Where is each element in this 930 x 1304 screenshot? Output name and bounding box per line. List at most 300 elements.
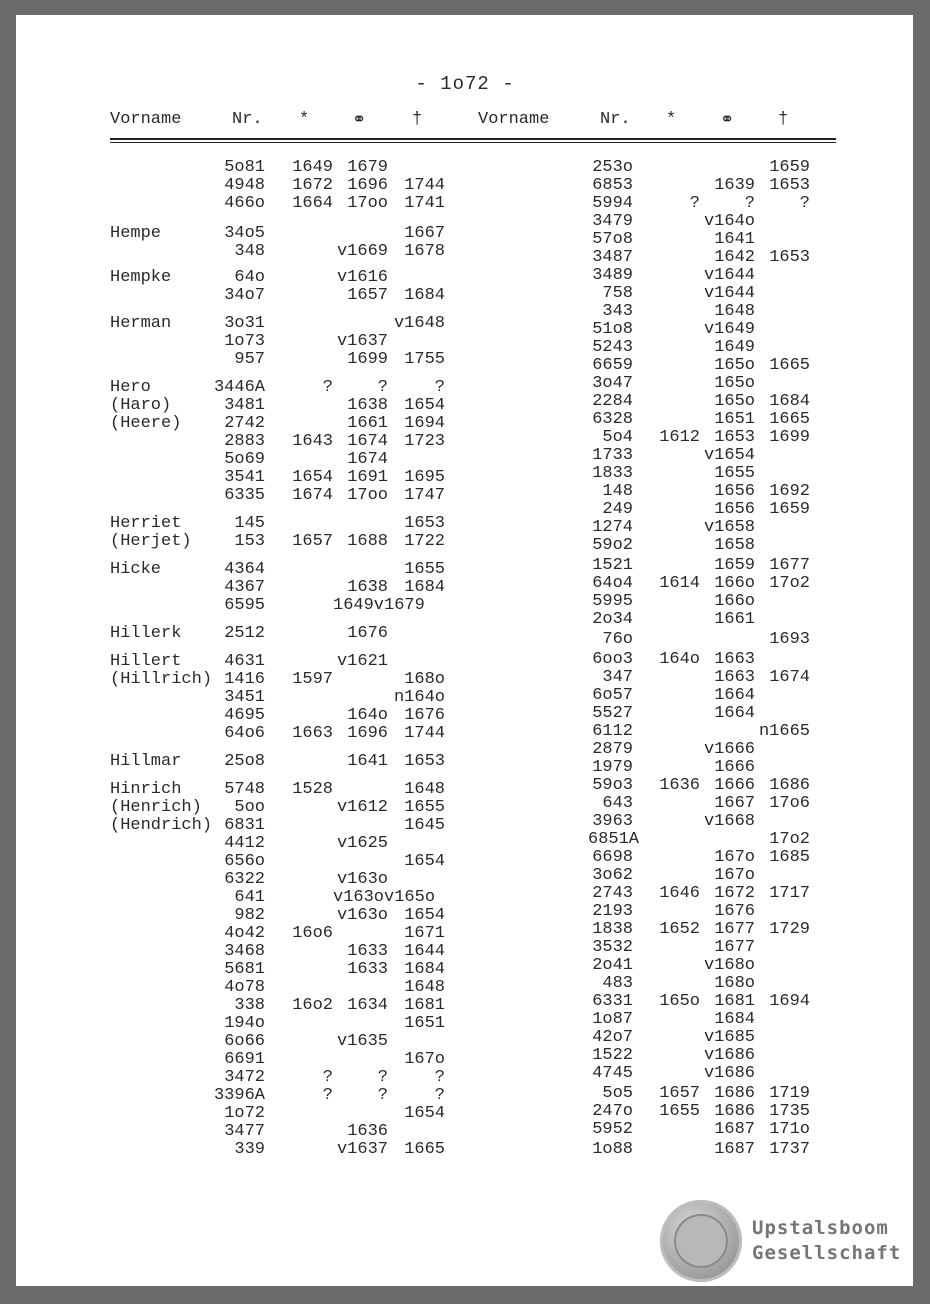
nr-cell: 25o8 — [224, 752, 265, 771]
right-table-row — [0, 920, 930, 939]
died-cell: 1729 — [769, 920, 810, 939]
right-table-row — [0, 812, 930, 831]
nr-cell: 64o4 — [592, 574, 633, 593]
married-cell: 1641 — [714, 230, 755, 249]
died-cell: 1671 — [404, 924, 445, 943]
married-cell: 1641 — [347, 752, 388, 771]
married-cell: v1668 — [703, 812, 755, 831]
right-table-row — [0, 428, 930, 447]
married-cell: v1637 — [336, 1140, 388, 1159]
married-cell: 1658 — [714, 536, 755, 555]
right-table-row — [0, 794, 930, 813]
married-cell: 1638 — [347, 396, 388, 415]
header-born-right: * — [666, 110, 677, 129]
nr-cell: 4412 — [224, 834, 265, 853]
married-cell: 1661 — [714, 610, 755, 629]
died-cell: 1665 — [769, 356, 810, 375]
married-cell: v1621 — [336, 652, 388, 671]
nr-cell: 758 — [602, 284, 633, 303]
born-cell: 16o6 — [292, 924, 333, 943]
born-cell: ? — [322, 1086, 333, 1105]
right-table-row — [0, 992, 930, 1011]
right-table-row — [0, 974, 930, 993]
nr-cell: 5o4 — [602, 428, 633, 447]
died-cell: 1655 — [404, 560, 445, 579]
nr-cell: 348 — [234, 242, 265, 261]
died-cell: 1655 — [404, 798, 445, 817]
right-table-row — [0, 610, 930, 629]
born-cell: 1674 — [292, 486, 333, 505]
right-table-row — [0, 758, 930, 777]
born-cell: 1597 — [292, 670, 333, 689]
married-cell: v1686 — [703, 1064, 755, 1083]
right-table-row — [0, 1064, 930, 1083]
right-table-row — [0, 740, 930, 759]
nr-cell: 6659 — [592, 356, 633, 375]
died-cell: ? — [434, 378, 445, 397]
died-cell: 17o2 — [769, 830, 810, 849]
married-cell: 166o — [714, 574, 755, 593]
born-cell: 164o — [659, 650, 700, 669]
married-cell: 1699 — [347, 350, 388, 369]
header-vorname-left: Vorname — [110, 110, 182, 129]
vorname-cell: Herriet — [110, 514, 182, 533]
nr-cell: 1416 — [224, 670, 265, 689]
married-cell: 1687 — [714, 1140, 755, 1159]
married-cell: 1664 — [714, 704, 755, 723]
nr-cell: 64o — [234, 268, 265, 287]
nr-cell: 64o6 — [224, 724, 265, 743]
nr-cell: 641 — [234, 888, 265, 907]
vorname-cell: Hinrich — [110, 780, 182, 799]
vorname-cell: (Hillrich) — [110, 670, 213, 689]
nr-cell: 6o66 — [224, 1032, 265, 1051]
died-cell: 1645 — [404, 816, 445, 835]
married-cell: 1676 — [347, 624, 388, 643]
nr-cell: 1274 — [592, 518, 633, 537]
nr-cell: 3451 — [224, 688, 265, 707]
right-table-row — [0, 848, 930, 867]
nr-cell: 3532 — [592, 938, 633, 957]
died-cell: 167o — [404, 1050, 445, 1069]
header-married-left: ⚭ — [352, 112, 367, 131]
nr-cell: 483 — [602, 974, 633, 993]
vorname-cell: Hillerk — [110, 624, 182, 643]
married-cell: 1666 — [714, 776, 755, 795]
born-cell: 1664 — [292, 194, 333, 213]
right-table-row — [0, 592, 930, 611]
married-cell: 1655 — [714, 464, 755, 483]
header-vorname-right: Vorname — [478, 110, 550, 129]
nr-cell: 643 — [602, 794, 633, 813]
nr-cell: 4o78 — [224, 978, 265, 997]
married-cell: 1656 — [714, 482, 755, 501]
married-cell: 168o — [714, 974, 755, 993]
vorname-cell: Herman — [110, 314, 172, 333]
nr-cell: 6335 — [224, 486, 265, 505]
died-cell: 1695 — [404, 468, 445, 487]
nr-cell: 3472 — [224, 1068, 265, 1087]
header-rule-top — [110, 138, 836, 140]
married-cell: v1658 — [703, 518, 755, 537]
born-cell: 16o2 — [292, 996, 333, 1015]
right-table-row — [0, 482, 930, 501]
died-cell: 1722 — [404, 532, 445, 551]
died-cell: 1693 — [769, 630, 810, 649]
born-cell: 1657 — [659, 1084, 700, 1103]
born-cell: 1614 — [659, 574, 700, 593]
nr-cell: 249 — [602, 500, 633, 519]
died-cell: 1735 — [769, 1102, 810, 1121]
right-table-row — [0, 356, 930, 375]
nr-cell: 3396A — [213, 1086, 265, 1105]
nr-cell: 2193 — [592, 902, 633, 921]
married-cell: 164o — [347, 706, 388, 725]
right-table-row — [0, 302, 930, 321]
nr-cell: 656o — [224, 852, 265, 871]
right-table-row — [0, 320, 930, 339]
nr-cell: 59o2 — [592, 536, 633, 555]
married-cell: 1653 — [714, 428, 755, 447]
married-cell: v1612 — [336, 798, 388, 817]
married-cell: 1648 — [714, 302, 755, 321]
right-table-row — [0, 1010, 930, 1029]
died-cell: 1737 — [769, 1140, 810, 1159]
nr-cell: 1733 — [592, 446, 633, 465]
header-died-right: † — [778, 110, 789, 129]
vorname-cell: (Henrich) — [110, 798, 202, 817]
right-table-row — [0, 212, 930, 231]
page-number: - 1o72 - — [415, 73, 515, 95]
died-cell: 1755 — [404, 350, 445, 369]
header-married-right: ⚭ — [720, 112, 735, 131]
right-table-row — [0, 392, 930, 411]
nr-cell: 6595 — [224, 596, 265, 615]
nr-cell: 5527 — [592, 704, 633, 723]
nr-cell: 42o7 — [592, 1028, 633, 1047]
married-cell: v1635 — [336, 1032, 388, 1051]
married-cell: 1696 — [347, 176, 388, 195]
right-table-row — [0, 158, 930, 177]
born-cell: 1528 — [292, 780, 333, 799]
right-table-row — [0, 650, 930, 669]
died-cell: 1654 — [404, 852, 445, 871]
nr-cell: 2o34 — [592, 610, 633, 629]
died-cell: 1678 — [404, 242, 445, 261]
born-cell: 1657 — [292, 532, 333, 551]
right-table-row — [0, 704, 930, 723]
nr-cell: 5o69 — [224, 450, 265, 469]
married-cell: 1679 — [347, 158, 388, 177]
married-cell: 1687 — [714, 1120, 755, 1139]
right-table-row — [0, 884, 930, 903]
right-table-row — [0, 866, 930, 885]
married-cell: 166o — [714, 592, 755, 611]
right-table-row — [0, 194, 930, 213]
right-table-row — [0, 500, 930, 519]
right-table-row — [0, 1120, 930, 1139]
nr-cell: 347 — [602, 668, 633, 687]
married-cell: 1656 — [714, 500, 755, 519]
nr-cell: 4631 — [224, 652, 265, 671]
nr-cell: 3541 — [224, 468, 265, 487]
nr-cell: 6698 — [592, 848, 633, 867]
married-cell: 1659 — [714, 556, 755, 575]
born-cell: ? — [322, 1068, 333, 1087]
born-cell: 165o — [659, 992, 700, 1011]
nr-cell: 6851A — [588, 830, 640, 849]
died-cell: 1694 — [404, 414, 445, 433]
died-cell: 1723 — [404, 432, 445, 451]
died-cell: 1654 — [404, 396, 445, 415]
nr-cell: 5243 — [592, 338, 633, 357]
right-table-row — [0, 722, 930, 741]
married-cell: v163o — [336, 906, 388, 925]
died-cell: 1686 — [769, 776, 810, 795]
nr-cell: 51o8 — [592, 320, 633, 339]
married-cell: v1637 — [336, 332, 388, 351]
header-nr-right: Nr. — [600, 110, 631, 129]
nr-cell: 5o5 — [602, 1084, 633, 1103]
born-cell: 1652 — [659, 920, 700, 939]
nr-cell: 4364 — [224, 560, 265, 579]
born-cell: ? — [689, 194, 700, 213]
died-cell: 1667 — [404, 224, 445, 243]
died-cell: 1651 — [404, 1014, 445, 1033]
died-cell: 168o — [404, 670, 445, 689]
nr-cell: 6322 — [224, 870, 265, 889]
died-cell: 1659 — [769, 158, 810, 177]
died-cell: 1674 — [769, 668, 810, 687]
nr-cell: 5o81 — [224, 158, 265, 177]
right-table-row — [0, 556, 930, 575]
died-cell: 1653 — [404, 514, 445, 533]
died-cell: 1684 — [404, 960, 445, 979]
married-cell: v163ov165o — [333, 888, 436, 907]
died-cell: ? — [799, 194, 810, 213]
nr-cell: 982 — [234, 906, 265, 925]
nr-cell: 6831 — [224, 816, 265, 835]
died-cell: 1692 — [769, 482, 810, 501]
right-table-row — [0, 284, 930, 303]
nr-cell: 247o — [592, 1102, 633, 1121]
died-cell: 1653 — [769, 248, 810, 267]
born-cell: 1655 — [659, 1102, 700, 1121]
married-cell: 1686 — [714, 1084, 755, 1103]
born-cell: ? — [322, 378, 333, 397]
nr-cell: 4745 — [592, 1064, 633, 1083]
nr-cell: 2743 — [592, 884, 633, 903]
died-cell: 1694 — [769, 992, 810, 1011]
nr-cell: 4948 — [224, 176, 265, 195]
married-cell: 1674 — [347, 450, 388, 469]
died-cell: 1684 — [769, 392, 810, 411]
married-cell: 1688 — [347, 532, 388, 551]
right-table-row — [0, 536, 930, 555]
nr-cell: 3963 — [592, 812, 633, 831]
died-cell: 17o6 — [769, 794, 810, 813]
married-cell: 1649 — [714, 338, 755, 357]
right-table-row — [0, 938, 930, 957]
nr-cell: 1o72 — [224, 1104, 265, 1123]
nr-cell: 1838 — [592, 920, 633, 939]
died-cell: 1681 — [404, 996, 445, 1015]
right-table-row — [0, 830, 930, 849]
married-cell: v1616 — [336, 268, 388, 287]
nr-cell: 4o42 — [224, 924, 265, 943]
nr-cell: 76o — [602, 630, 633, 649]
married-cell: v1686 — [703, 1046, 755, 1065]
nr-cell: 5994 — [592, 194, 633, 213]
died-cell: 1659 — [769, 500, 810, 519]
nr-cell: 2883 — [224, 432, 265, 451]
born-cell: 1663 — [292, 724, 333, 743]
nr-cell: 6691 — [224, 1050, 265, 1069]
right-table-row — [0, 776, 930, 795]
married-cell: 17oo — [347, 194, 388, 213]
married-cell: ? — [744, 194, 755, 213]
nr-cell: 3446A — [213, 378, 265, 397]
married-cell: 1676 — [714, 902, 755, 921]
nr-cell: 343 — [602, 302, 633, 321]
died-cell: 1665 — [769, 410, 810, 429]
married-cell: 1657 — [347, 286, 388, 305]
right-table-row — [0, 1028, 930, 1047]
nr-cell: 57o8 — [592, 230, 633, 249]
header-rule-bottom — [110, 142, 836, 143]
right-table-row — [0, 1046, 930, 1065]
married-cell: 167o — [714, 866, 755, 885]
married-cell: 1664 — [714, 686, 755, 705]
married-cell: 1684 — [714, 1010, 755, 1029]
nr-cell: 4367 — [224, 578, 265, 597]
right-table-row — [0, 686, 930, 705]
married-cell: 1651 — [714, 410, 755, 429]
married-cell: 17oo — [347, 486, 388, 505]
born-cell: 1654 — [292, 468, 333, 487]
married-cell: 1677 — [714, 938, 755, 957]
born-cell: 1612 — [659, 428, 700, 447]
header-died-left: † — [412, 110, 423, 129]
nr-cell: 253o — [592, 158, 633, 177]
vorname-cell: (Herjet) — [110, 532, 192, 551]
married-cell: 1633 — [347, 960, 388, 979]
died-cell: v1648 — [393, 314, 445, 333]
married-cell: 1663 — [714, 668, 755, 687]
married-cell: 1634 — [347, 996, 388, 1015]
nr-cell: 2512 — [224, 624, 265, 643]
died-cell: 1719 — [769, 1084, 810, 1103]
nr-cell: 957 — [234, 350, 265, 369]
born-cell: 1646 — [659, 884, 700, 903]
vorname-cell: Hicke — [110, 560, 162, 579]
died-cell: 1744 — [404, 724, 445, 743]
married-cell: v1654 — [703, 446, 755, 465]
nr-cell: 3479 — [592, 212, 633, 231]
right-table-row — [0, 464, 930, 483]
nr-cell: 6328 — [592, 410, 633, 429]
married-cell: 167o — [714, 848, 755, 867]
married-cell: 165o — [714, 392, 755, 411]
married-cell: 165o — [714, 356, 755, 375]
married-cell: v168o — [703, 956, 755, 975]
nr-cell: 1o88 — [592, 1140, 633, 1159]
nr-cell: 1833 — [592, 464, 633, 483]
nr-cell: 194o — [224, 1014, 265, 1033]
vorname-cell: Hero — [110, 378, 151, 397]
nr-cell: 5995 — [592, 592, 633, 611]
nr-cell: 6853 — [592, 176, 633, 195]
born-cell: 1643 — [292, 432, 333, 451]
married-cell: 1681 — [714, 992, 755, 1011]
died-cell: 1653 — [769, 176, 810, 195]
nr-cell: 153 — [234, 532, 265, 551]
nr-cell: 466o — [224, 194, 265, 213]
nr-cell: 5952 — [592, 1120, 633, 1139]
died-cell: 1747 — [404, 486, 445, 505]
nr-cell: 3477 — [224, 1122, 265, 1141]
right-table-row — [0, 1140, 930, 1159]
vorname-cell: (Haro) — [110, 396, 172, 415]
right-table-row — [0, 230, 930, 249]
married-cell: 165o — [714, 374, 755, 393]
nr-cell: 6112 — [592, 722, 633, 741]
nr-cell: 339 — [234, 1140, 265, 1159]
nr-cell: 34o7 — [224, 286, 265, 305]
nr-cell: 5748 — [224, 780, 265, 799]
nr-cell: 34o5 — [224, 224, 265, 243]
born-cell: 1672 — [292, 176, 333, 195]
died-cell: 1665 — [404, 1140, 445, 1159]
married-cell: v1625 — [336, 834, 388, 853]
died-cell: 1744 — [404, 176, 445, 195]
married-cell: 1636 — [347, 1122, 388, 1141]
married-cell: v1685 — [703, 1028, 755, 1047]
nr-cell: 3o31 — [224, 314, 265, 333]
watermark-line1: Upstalsboom — [752, 1217, 889, 1239]
nr-cell: 1521 — [592, 556, 633, 575]
nr-cell: 6oo3 — [592, 650, 633, 669]
born-cell: 1636 — [659, 776, 700, 795]
married-cell: 1633 — [347, 942, 388, 961]
nr-cell: 4695 — [224, 706, 265, 725]
nr-cell: 5oo — [234, 798, 265, 817]
vorname-cell: (Hendrich) — [110, 816, 213, 835]
married-cell: ? — [377, 1068, 388, 1087]
nr-cell: 3o47 — [592, 374, 633, 393]
died-cell: 1676 — [404, 706, 445, 725]
married-cell: 1691 — [347, 468, 388, 487]
married-cell: v1644 — [703, 266, 755, 285]
married-cell: 1674 — [347, 432, 388, 451]
married-cell: 1677 — [714, 920, 755, 939]
married-cell: v1644 — [703, 284, 755, 303]
married-cell: 1661 — [347, 414, 388, 433]
died-cell: 1654 — [404, 906, 445, 925]
married-cell: 1642 — [714, 248, 755, 267]
nr-cell: 148 — [602, 482, 633, 501]
died-cell: 1648 — [404, 780, 445, 799]
married-cell: 1667 — [714, 794, 755, 813]
married-cell: 1672 — [714, 884, 755, 903]
married-cell: 1663 — [714, 650, 755, 669]
nr-cell: 3487 — [592, 248, 633, 267]
married-cell: ? — [377, 378, 388, 397]
married-cell: v1649 — [703, 320, 755, 339]
died-cell: 1699 — [769, 428, 810, 447]
nr-cell: 6331 — [592, 992, 633, 1011]
right-table-row — [0, 410, 930, 429]
